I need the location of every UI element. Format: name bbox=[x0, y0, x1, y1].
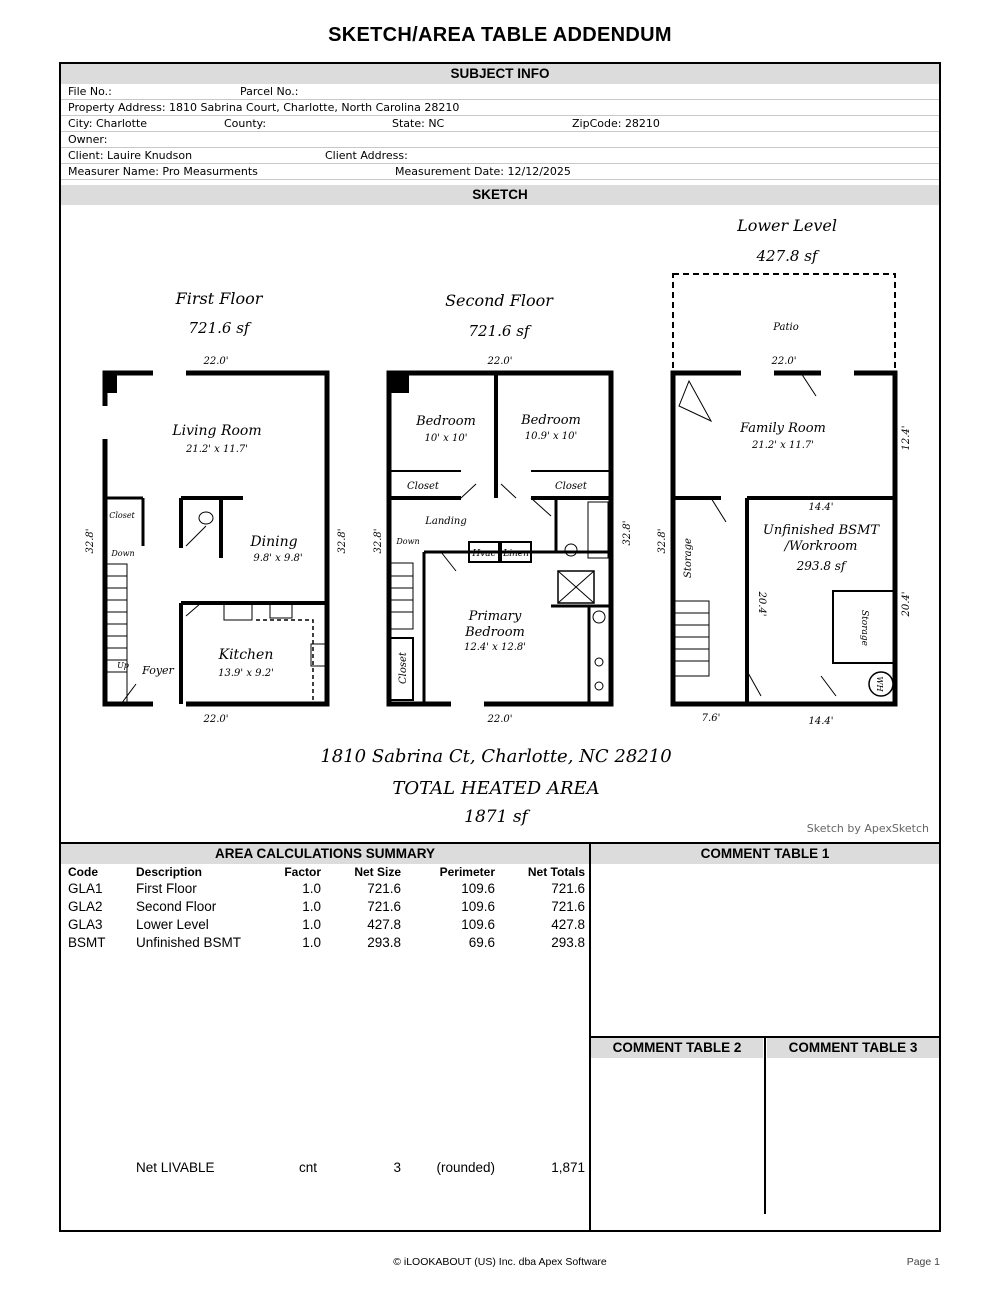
first-floor-area: 721.6 sf bbox=[188, 319, 250, 337]
unfinished-bsmt-label: Unfinished BSMT bbox=[762, 523, 880, 538]
lower-level-right-top-dim: 12.4' bbox=[901, 425, 912, 451]
first-floor-left-dim: 32.8' bbox=[85, 528, 96, 554]
county: County: bbox=[224, 117, 267, 130]
closet3-label: Closet bbox=[398, 652, 409, 684]
lower-level-area: 427.8 sf bbox=[756, 247, 818, 265]
info-row-client bbox=[61, 148, 939, 164]
info-row-city bbox=[61, 116, 939, 132]
col-factor: Factor bbox=[284, 865, 321, 879]
net-livable-total: 1,871 bbox=[551, 1160, 585, 1175]
copyright: © iLOOKABOUT (US) Inc. dba Apex Software bbox=[393, 1256, 607, 1268]
comment-table-1 bbox=[591, 844, 939, 1038]
family-room-size: 21.2' x 11.7' bbox=[751, 440, 815, 451]
table-row: GLA2 Second Floor 1.0 721.6 109.6 721.6 bbox=[68, 899, 585, 914]
col-code: Code bbox=[68, 865, 98, 879]
lower-level-top-dim: 22.0' bbox=[771, 356, 797, 367]
linen-label: Linen bbox=[503, 549, 529, 559]
first-floor-top-dim: 22.0' bbox=[203, 356, 229, 367]
first-floor-title: First Floor bbox=[175, 289, 263, 308]
info-row-address bbox=[61, 100, 939, 116]
bedroom2-size: 10.9' x 10' bbox=[524, 431, 578, 442]
comment-2-3-divider bbox=[764, 1038, 766, 1214]
closet1-label: Closet bbox=[407, 481, 439, 492]
owner: Owner: bbox=[68, 133, 108, 146]
parcel-no-label: Parcel No.: bbox=[240, 85, 299, 98]
state: State: NC bbox=[392, 117, 445, 130]
lower-level-title: Lower Level bbox=[737, 216, 837, 235]
info-row-measurer bbox=[61, 164, 939, 180]
file-no-label: File No.: bbox=[68, 85, 112, 98]
second-floor-title: Second Floor bbox=[445, 291, 553, 310]
comment-table-2-header: COMMENT TABLE 2 bbox=[591, 1038, 763, 1058]
total-heated-area-label: TOTAL HEATED AREA bbox=[392, 778, 600, 799]
comment-table-3-header: COMMENT TABLE 3 bbox=[767, 1038, 939, 1058]
info-row-file bbox=[61, 84, 939, 100]
lower-level-left-dim: 32.8' bbox=[657, 528, 668, 554]
workroom-label: /Workroom bbox=[784, 539, 858, 554]
dining-label: Dining bbox=[250, 534, 298, 550]
client: Client: Lauire Knudson bbox=[68, 149, 193, 162]
first-floor-right-dim: 32.8' bbox=[337, 528, 348, 554]
bedroom2-label: Bedroom bbox=[521, 413, 581, 428]
net-livable-row bbox=[61, 1160, 589, 1178]
sketch-header: SKETCH bbox=[61, 185, 939, 205]
table-row: GLA3 Lower Level 1.0 427.8 109.6 427.8 bbox=[68, 917, 585, 932]
net-livable-label: Net LIVABLE bbox=[136, 1160, 215, 1175]
first-floor-down-label: Down bbox=[111, 549, 135, 558]
first-floor-closet-label: Closet bbox=[109, 511, 135, 520]
second-floor-bottom-dim: 22.0' bbox=[487, 714, 513, 725]
sketch-credit: Sketch by ApexSketch bbox=[806, 822, 929, 835]
second-floor-left-dim: 32.8' bbox=[373, 528, 384, 554]
col-net-totals: Net Totals bbox=[527, 865, 585, 879]
second-floor-right-dim: 32.8' bbox=[622, 520, 633, 546]
kitchen-label: Kitchen bbox=[218, 647, 274, 663]
col-perimeter: Perimeter bbox=[439, 865, 495, 879]
city: City: Charlotte bbox=[68, 117, 148, 130]
lower-level-bottom-right-dim: 14.4' bbox=[808, 716, 834, 727]
total-heated-area-value: 1871 sf bbox=[464, 807, 528, 827]
living-room-size: 21.2' x 11.7' bbox=[185, 444, 249, 455]
zipcode: ZipCode: 28210 bbox=[572, 117, 660, 130]
addendum-frame bbox=[59, 62, 941, 1232]
landing-label: Landing bbox=[425, 516, 467, 527]
second-floor-area: 721.6 sf bbox=[468, 322, 530, 340]
primary-bedroom-label: Primary bbox=[468, 609, 522, 624]
bedroom1-label: Bedroom bbox=[416, 414, 476, 429]
kitchen-size: 13.9' x 9.2' bbox=[218, 668, 274, 679]
area-summary-header: AREA CALCULATIONS SUMMARY bbox=[61, 844, 589, 864]
lower-level-inner-left-dim: 20.4' bbox=[756, 591, 767, 617]
table-row: GLA1 First Floor 1.0 721.6 109.6 721.6 bbox=[68, 881, 585, 896]
floor-plan-sketch bbox=[61, 206, 939, 842]
dining-size: 9.8' x 9.8' bbox=[253, 553, 303, 564]
measurer-name: Measurer Name: Pro Measurments bbox=[68, 165, 258, 178]
unfinished-bsmt-area: 293.8 sf bbox=[796, 559, 846, 573]
first-floor-up-label: Up bbox=[117, 661, 129, 670]
info-row-owner bbox=[61, 132, 939, 148]
net-livable-rounded: (rounded) bbox=[436, 1160, 495, 1175]
page-number: Page 1 bbox=[906, 1256, 940, 1268]
second-floor-top-dim: 22.0' bbox=[487, 356, 513, 367]
storage2-label: Storage bbox=[859, 610, 869, 646]
sketch-address-line: 1810 Sabrina Ct, Charlotte, NC 28210 bbox=[320, 746, 672, 767]
primary-bedroom-size: 12.4' x 12.8' bbox=[463, 642, 527, 653]
storage1-label: Storage bbox=[683, 538, 694, 578]
patio-label: Patio bbox=[773, 322, 799, 333]
net-livable-cnt: 3 bbox=[393, 1160, 401, 1175]
sketch-area bbox=[61, 206, 939, 842]
closet2-label: Closet bbox=[555, 481, 587, 492]
lower-level-right-dim: 20.4' bbox=[901, 591, 912, 617]
primary-bedroom-label-2: Bedroom bbox=[465, 625, 525, 640]
measurement-date: Measurement Date: 12/12/2025 bbox=[395, 165, 571, 178]
second-floor-down-label: Down bbox=[396, 537, 420, 546]
col-net-size: Net Size bbox=[354, 865, 401, 879]
first-floor-bottom-dim: 22.0' bbox=[203, 714, 229, 725]
water-heater-label: WH bbox=[875, 676, 884, 692]
hvac-label: Hvac bbox=[472, 549, 496, 559]
net-livable-cnt-label: cnt bbox=[299, 1160, 318, 1175]
comment-tables-2-3 bbox=[591, 1038, 939, 1230]
table-row: BSMT Unfinished BSMT 1.0 293.8 69.6 293.8 bbox=[68, 935, 585, 950]
lower-level-bottom-left-dim: 7.6' bbox=[701, 713, 721, 724]
foyer-label: Foyer bbox=[142, 664, 174, 677]
area-calculations-summary bbox=[61, 844, 589, 1230]
col-description: Description bbox=[136, 865, 203, 879]
property-address: Property Address: 1810 Sabrina Court, Charlotte, North Carolina 28210 bbox=[68, 101, 460, 114]
comment-table-1-header: COMMENT TABLE 1 bbox=[591, 844, 939, 864]
bedroom1-size: 10' x 10' bbox=[424, 433, 468, 444]
living-room-label: Living Room bbox=[172, 423, 262, 439]
lower-level-inner-top-dim: 14.4' bbox=[808, 502, 834, 513]
subject-info-header: SUBJECT INFO bbox=[61, 64, 939, 84]
client-address: Client Address: bbox=[325, 149, 408, 162]
page-title: SKETCH/AREA TABLE ADDENDUM bbox=[328, 24, 672, 46]
family-room-label: Family Room bbox=[740, 421, 826, 436]
